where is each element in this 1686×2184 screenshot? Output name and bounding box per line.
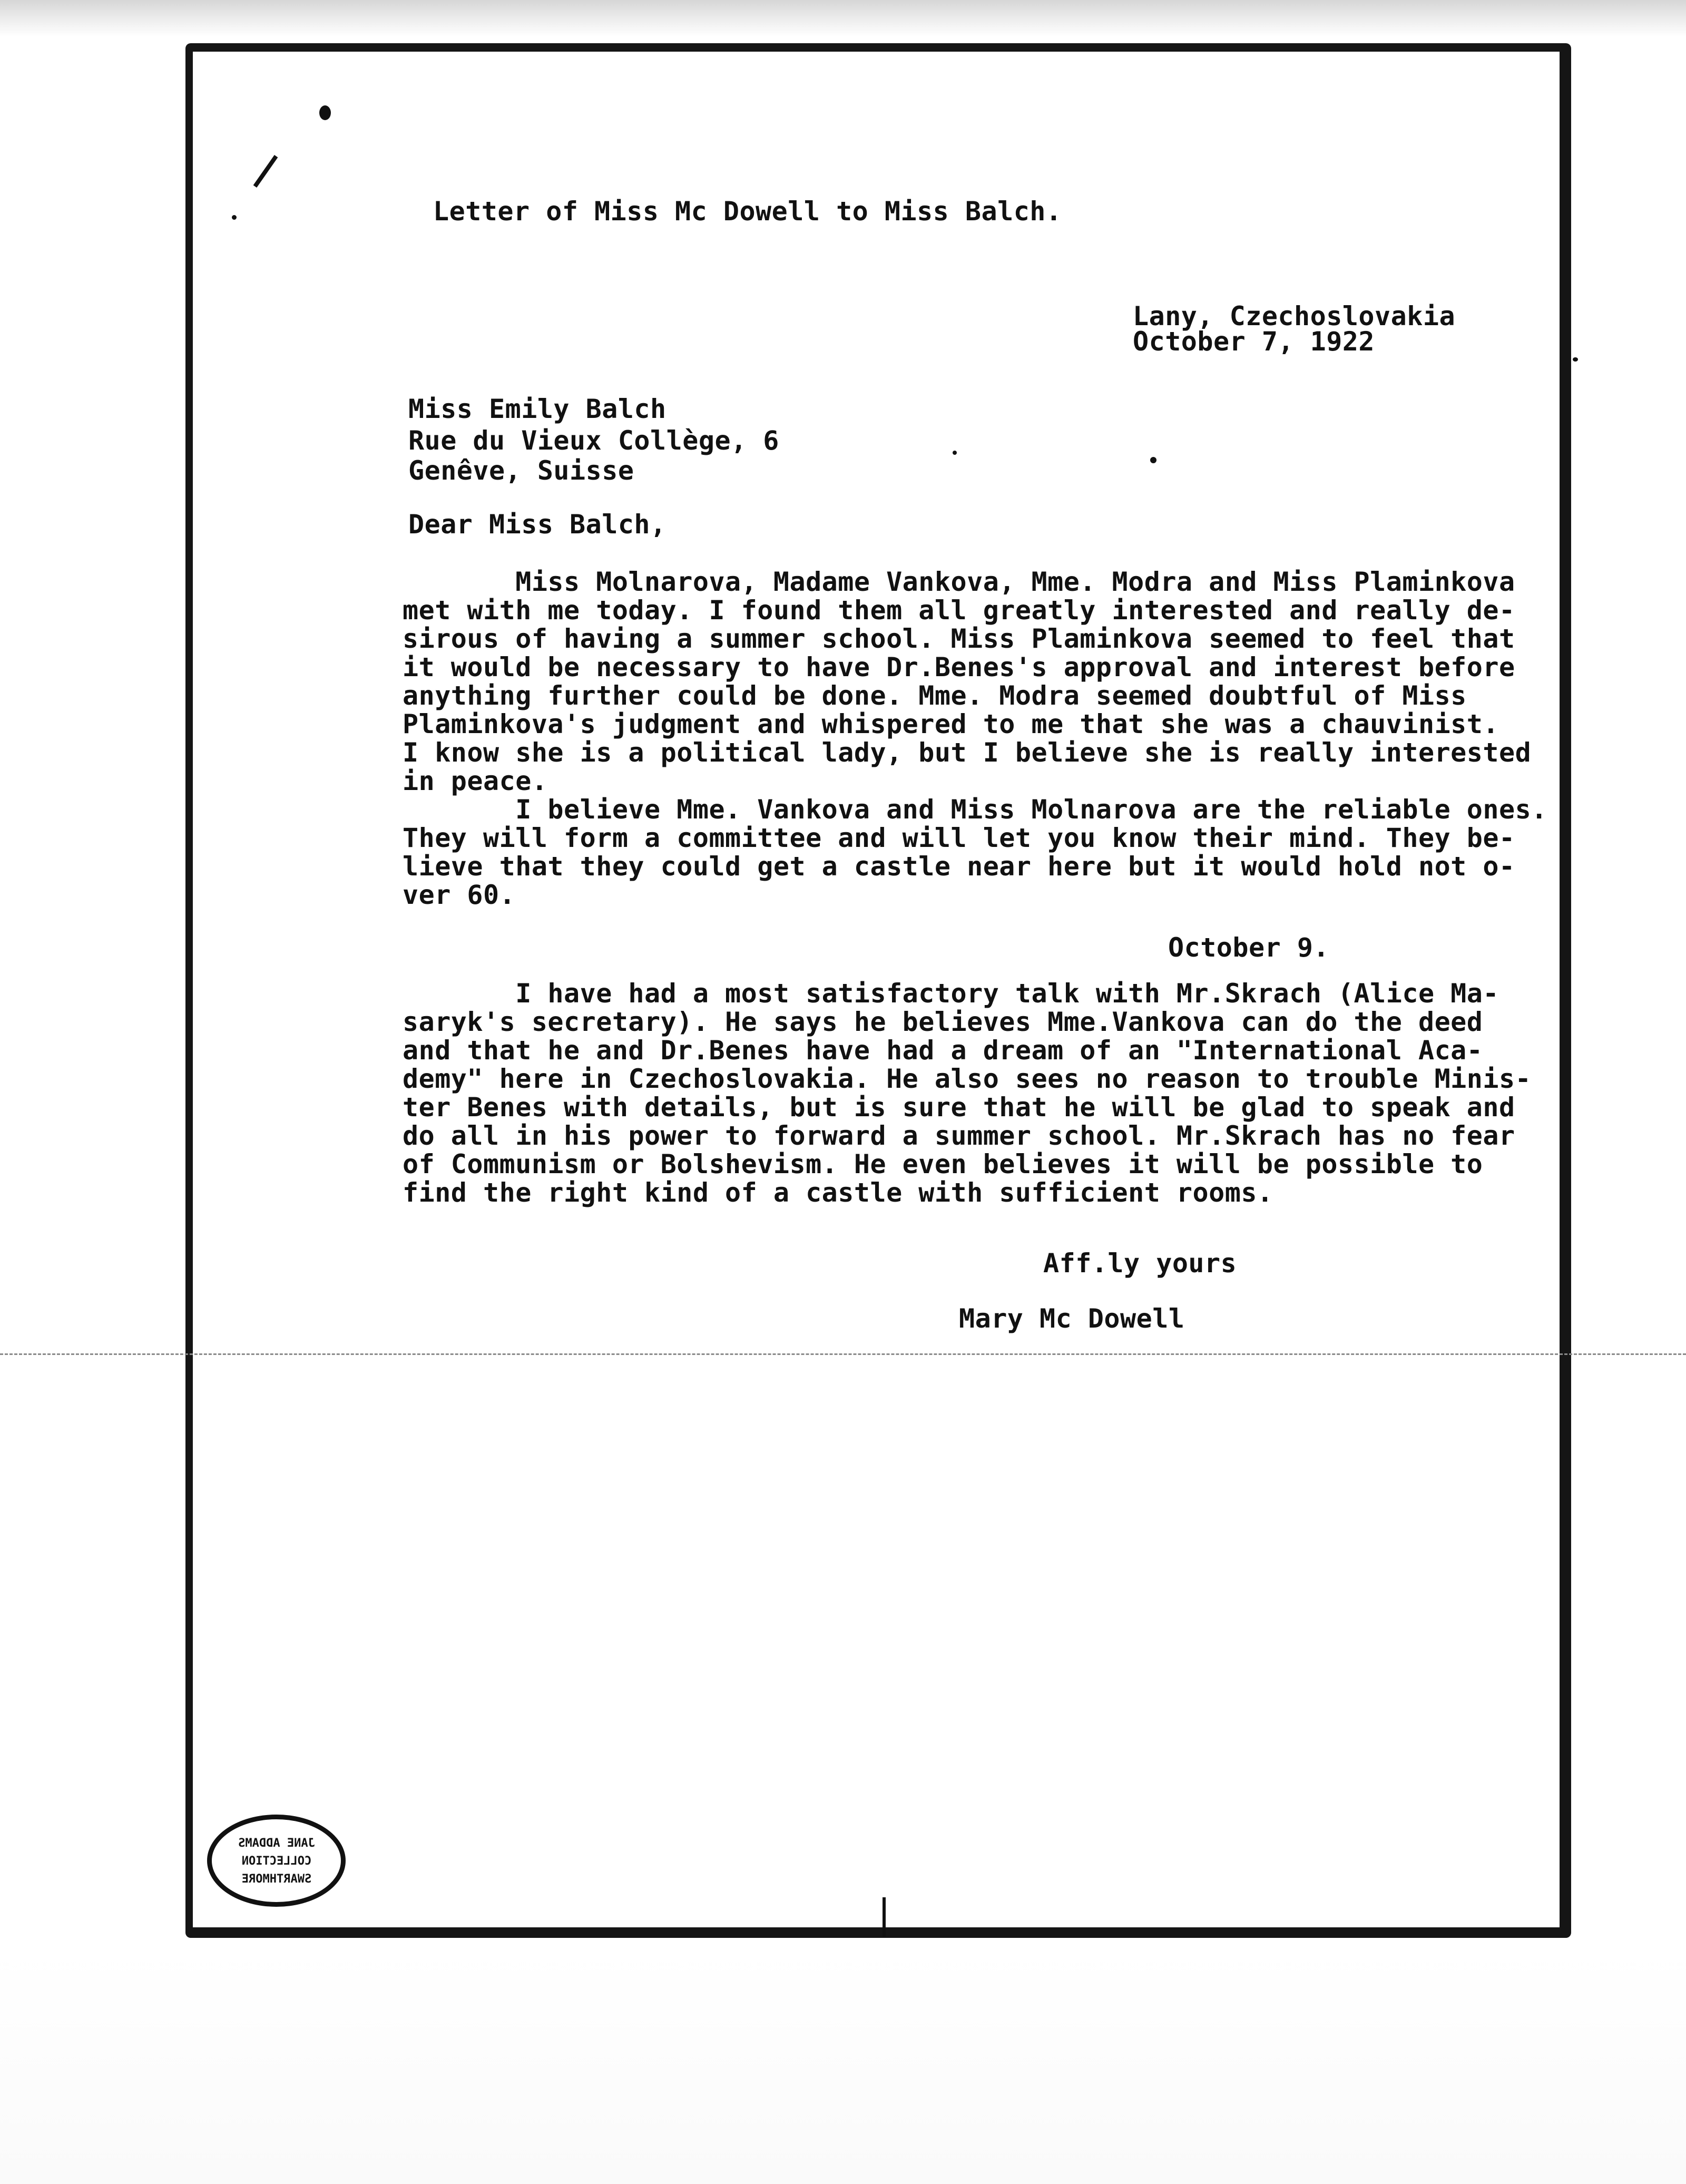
ink-speck [1150,457,1156,463]
closing: Aff.ly yours [1043,1248,1237,1279]
body-line: lieve that they could get a castle near here but it would hold not o- [403,851,1515,882]
dateline-date: October 7, 1922 [1133,326,1375,357]
body-line: Miss Molnarova, Madame Vankova, Mme. Modra and Miss Plaminkova [403,567,1515,597]
recipient-name: Miss Emily Balch [408,394,666,424]
ink-speck [232,215,237,220]
body-line: of Communism or Bolshevism. He even believes it will be possible to [403,1149,1483,1179]
recipient-street: Rue du Vieux Collège, 6 [408,425,779,456]
second-date: October 9. [1168,932,1330,963]
salutation: Dear Miss Balch, [408,509,666,540]
body-line: ter Benes with details, but is sure that he will be glad to speak and [403,1092,1515,1123]
signature: Mary Mc Dowell [959,1303,1185,1334]
ink-speck [319,105,331,120]
body-line: I know she is a political lady, but I believe she is really interested [403,737,1532,768]
body-line: saryk's secretary). He says he believes Mme.Vankova can do the deed [403,1007,1483,1037]
recipient-city: Genêve, Suisse [408,455,634,486]
stamp-line: JANE ADDAMS [238,1836,315,1850]
body-line: Plaminkova's judgment and whispered to me that she was a chauvinist. [403,709,1499,739]
scan-shadow-bottom [0,1950,1686,2184]
body-line: sirous of having a summer school. Miss Plaminkova seemed to feel that [403,623,1515,654]
body-line: met with me today. I found them all greatly interested and really de- [403,595,1515,626]
body-line: do all in his power to forward a summer school. Mr.Skrach has no fear [403,1120,1515,1151]
ink-speck [1573,357,1578,362]
body-line: it would be necessary to have Dr.Benes's approval and interest before [403,652,1515,682]
body-line: demy" here in Czechoslovakia. He also sees no reason to trouble Minis- [403,1064,1532,1094]
body-line: ver 60. [403,880,516,910]
collection-stamp [207,1815,346,1907]
body-line: and that he and Dr.Benes have had a dream of an "International Aca- [403,1035,1483,1066]
body-line: find the right kind of a castle with sufficient rooms. [403,1177,1273,1208]
ink-mark [883,1897,886,1937]
stamp-lettering [219,1827,335,1895]
body-line: They will form a committee and will let you know their mind. They be- [403,823,1515,853]
body-line: I have had a most satisfactory talk with Mr.Skrach (Alice Ma- [403,978,1499,1009]
scan-shadow-top [0,0,1686,37]
dateline-place: Lany, Czechoslovakia [1133,301,1456,331]
body-line: I believe Mme. Vankova and Miss Molnarova are the reliable ones. [403,794,1547,825]
stamp-line: SWARTHMORE [241,1872,311,1886]
body-line: anything further could be done. Mme. Modra seemed doubtful of Miss [403,680,1467,711]
ink-speck [953,451,957,455]
stamp-line: COLLECTION [241,1854,311,1868]
letter-title: Letter of Miss Mc Dowell to Miss Balch. [433,196,1062,227]
body-line: in peace. [403,766,548,796]
fold-line [0,1353,1686,1355]
